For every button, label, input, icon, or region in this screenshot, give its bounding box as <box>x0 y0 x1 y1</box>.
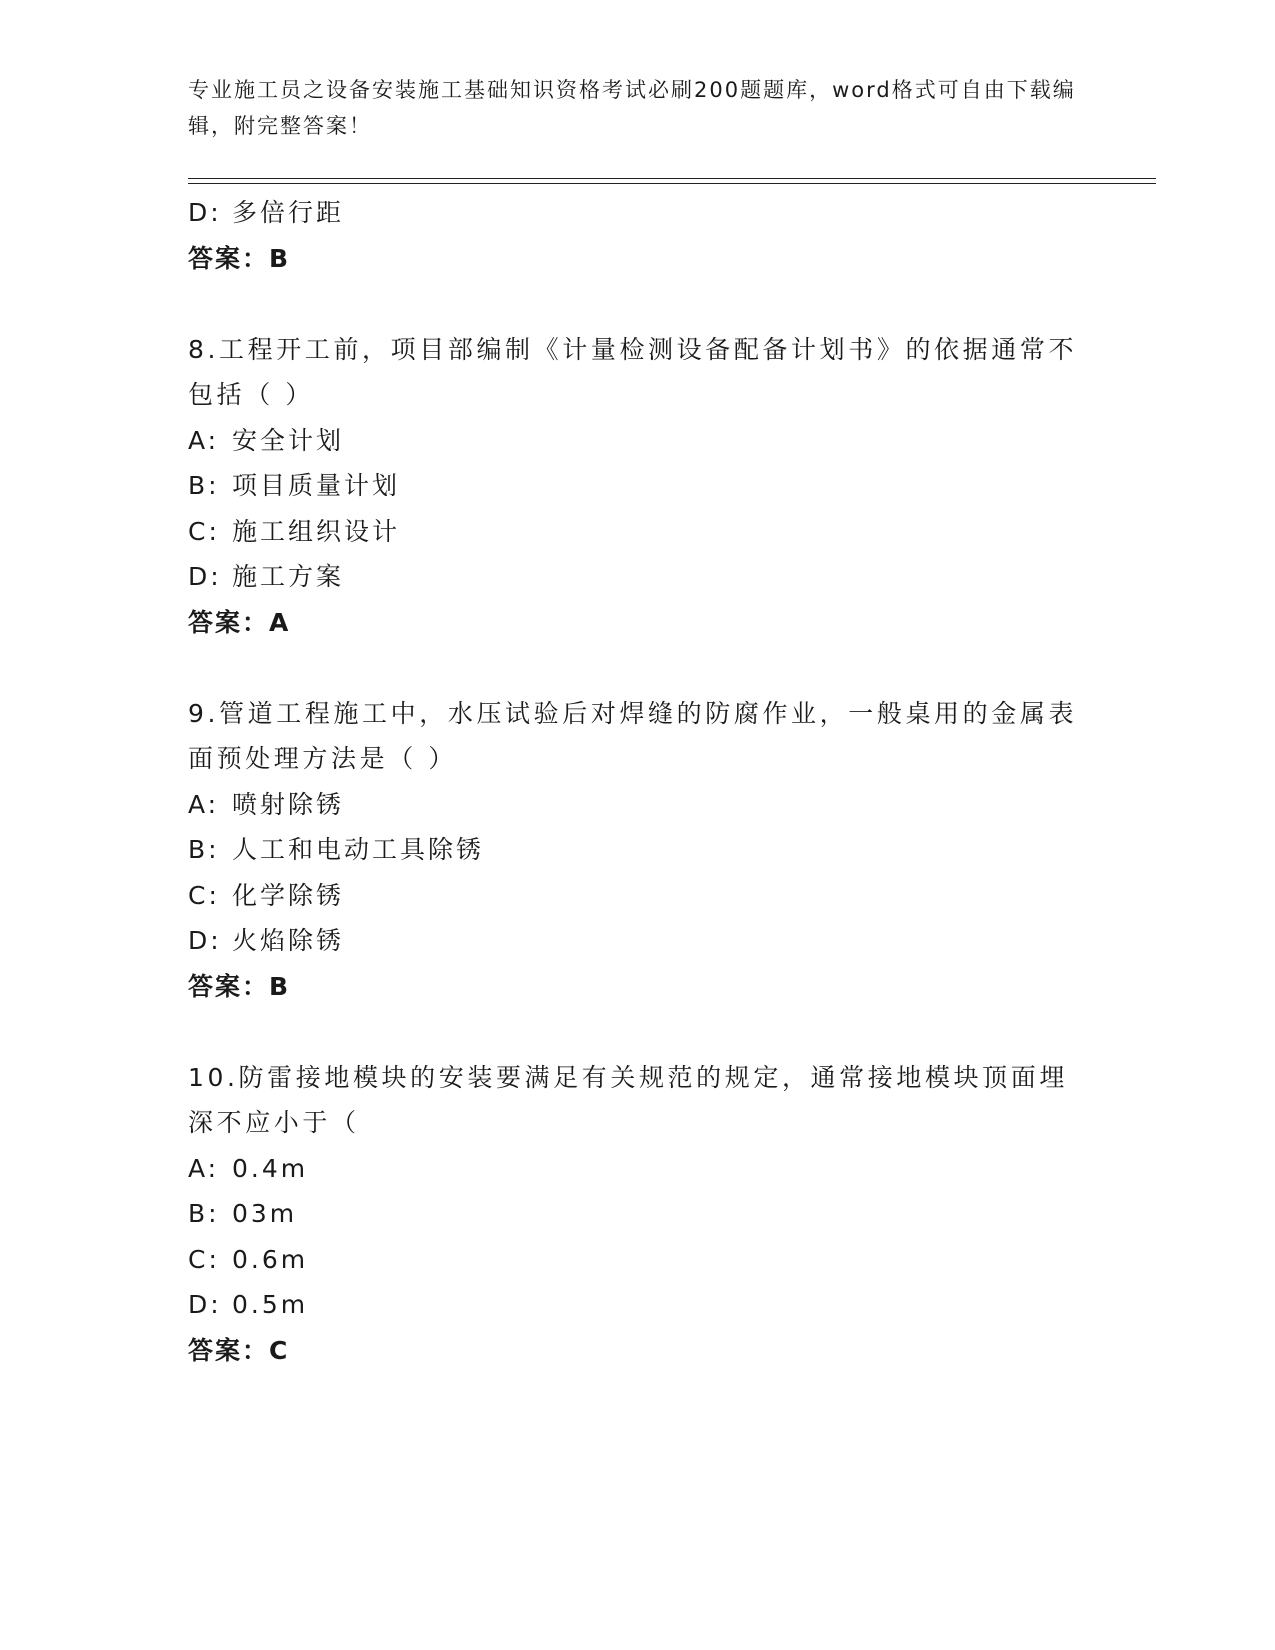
option-key: D: <box>188 926 222 955</box>
option-key: C: <box>188 516 220 546</box>
option-key: D: <box>188 1290 222 1319</box>
question-stem: 10.防雷接地模块的安装要满足有关规范的规定，通常接地模块顶面埋深不应小于（ <box>188 1062 1068 1137</box>
option-text: 0.6m <box>232 1244 309 1274</box>
option-c <box>188 509 1088 555</box>
prev-answer: 答案：B <box>188 243 291 273</box>
question-stem: 9.管道工程施工中，水压试验后对焊缝的防腐作业，一般桌用的金属表面预处理方法是（ ） <box>188 698 1078 773</box>
option-key: B: <box>188 1199 220 1228</box>
option-key: D: <box>188 198 222 227</box>
answer: 答案：B <box>188 971 291 1001</box>
option-d <box>188 554 1088 600</box>
question-10 <box>188 1055 1088 1374</box>
header-rule-bottom <box>188 183 1156 184</box>
option-text: 化学除锈 <box>232 880 345 910</box>
option-b <box>188 1191 1088 1237</box>
option-text: 施工方案 <box>232 562 345 591</box>
spacer <box>188 281 1088 327</box>
option-text: 多倍行距 <box>232 198 345 227</box>
option-c <box>188 873 1088 919</box>
option-key: B: <box>188 835 220 864</box>
option-text: 人工和电动工具除锈 <box>232 835 485 864</box>
header-rule-top <box>188 178 1156 179</box>
option-a <box>188 418 1088 464</box>
option-key: C: <box>188 1244 220 1274</box>
spacer <box>188 645 1088 691</box>
option-b <box>188 827 1088 873</box>
option-text: 火焰除锈 <box>232 926 345 955</box>
prev-option-d <box>188 190 1088 236</box>
option-text: 安全计划 <box>232 425 345 455</box>
option-b <box>188 463 1088 509</box>
question-stem: 8.工程开工前，项目部编制《计量检测设备配备计划书》的依据通常不包括（ ） <box>188 334 1078 409</box>
option-text: 喷射除锈 <box>232 789 345 819</box>
option-d <box>188 1282 1088 1328</box>
option-text: 施工组织设计 <box>232 516 401 546</box>
option-text: 0.4m <box>232 1153 309 1183</box>
option-text: 项目质量计划 <box>232 471 401 500</box>
option-key: A: <box>188 1153 220 1183</box>
option-key: D: <box>188 562 222 591</box>
question-list <box>188 190 1088 1373</box>
question-8 <box>188 327 1088 646</box>
option-a <box>188 782 1088 828</box>
option-a <box>188 1146 1088 1192</box>
option-key: A: <box>188 425 220 455</box>
answer: 答案：C <box>188 1335 290 1365</box>
question-9 <box>188 691 1088 1010</box>
option-c <box>188 1237 1088 1283</box>
option-key: B: <box>188 471 220 500</box>
option-text: 0.5m <box>232 1290 309 1319</box>
page-header: 专业施工员之设备安装施工基础知识资格考试必刷200题题库，word格式可自由下载编辑，附完整答案！ <box>188 78 1076 138</box>
spacer <box>188 1009 1088 1055</box>
option-text: 03m <box>232 1199 298 1228</box>
option-d <box>188 918 1088 964</box>
answer: 答案：A <box>188 607 291 637</box>
option-key: C: <box>188 880 220 910</box>
option-key: A: <box>188 789 220 819</box>
